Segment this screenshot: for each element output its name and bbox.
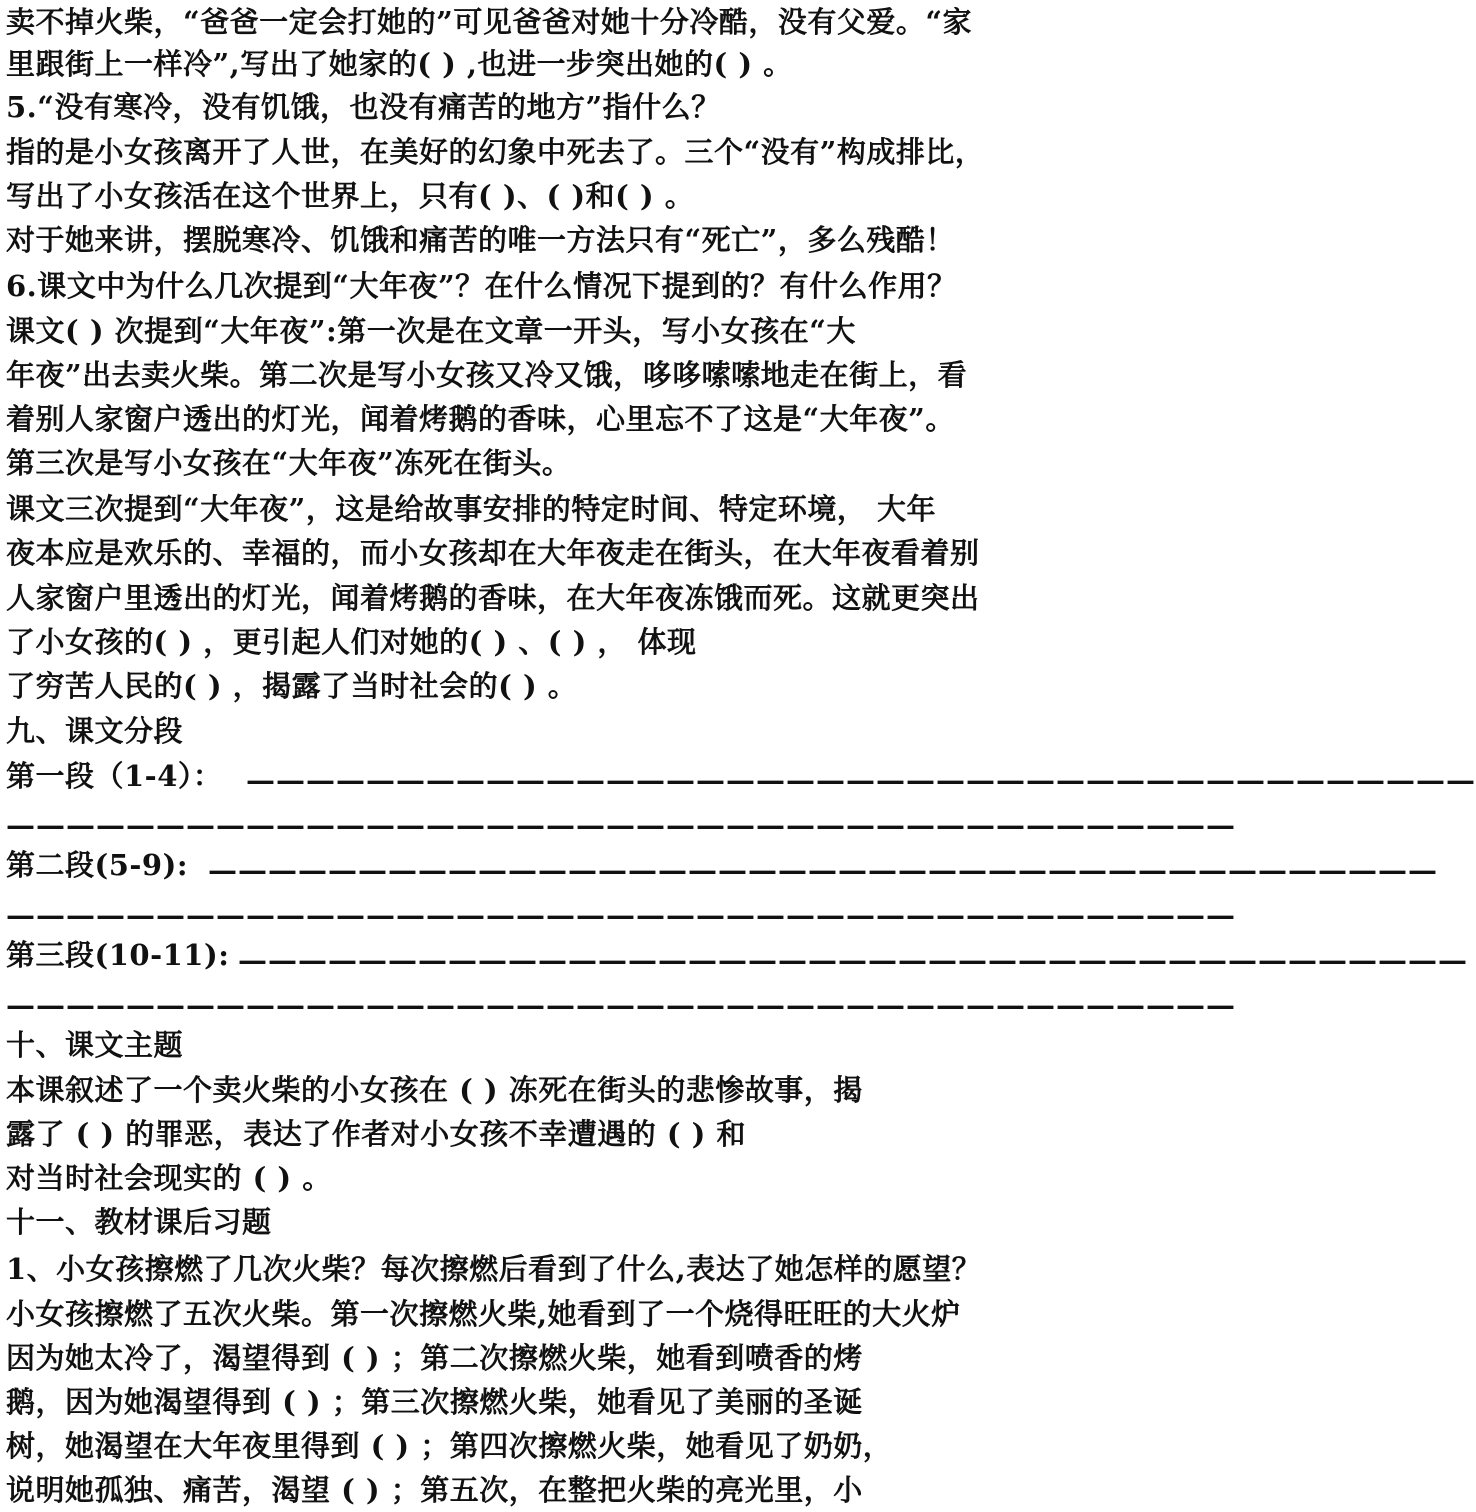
text-line: 露了 ( ) 的罪恶，表达了作者对小女孩不幸遭遇的 ( ) 和 — [6, 1117, 746, 1151]
text-line: 里跟街上一样冷”,写出了她家的( ) ,也进一步突出她的( ) 。 — [6, 47, 793, 81]
question-6: 6.课文中为什么几次提到“大年夜”？在什么情况下提到的？有什么作用？ — [6, 269, 957, 303]
text-line: 年夜”出去卖火柴。第二次是写小女孩又冷又饿，哆哆嗦嗦地走在街上，看 — [6, 358, 968, 392]
exercise-1-question: 1、小女孩擦燃了几次火柴？每次擦燃后看到了什么,表达了她怎样的愿望？ — [6, 1252, 982, 1286]
text-line: 因为她太冷了，渴望得到 ( ) ；第二次擦燃火柴，她看到喷香的烤 — [6, 1341, 863, 1375]
section-11-heading: 十一、教材课后习题 — [6, 1205, 272, 1239]
paragraph-3-answer-line[interactable]: ————————————————————————————————————————— — [238, 943, 1468, 977]
text-line: 了穷苦人民的( ) ，揭露了当时社会的( ) 。 — [6, 669, 578, 703]
paragraph-2-answer-line[interactable]: ————————————————————————————————————————— — [208, 853, 1438, 887]
paragraph-1-answer-line-2[interactable]: ————————————————————————————————————————— — [6, 808, 1236, 842]
text-line: 指的是小女孩离开了人世，在美好的幻象中死去了。三个“没有”构成排比， — [6, 135, 985, 169]
text-line: 对于她来讲，摆脱寒冷、饥饿和痛苦的唯一方法只有“死亡”，多么残酷！ — [6, 223, 955, 257]
text-line: 夜本应是欢乐的、幸福的，而小女孩却在大年夜走在街头，在大年夜看着别 — [6, 536, 980, 570]
text-line: 树，她渴望在大年夜里得到 ( ) ；第四次擦燃火柴，她看见了奶奶， — [6, 1429, 893, 1463]
text-line: 人家窗户里透出的灯光，闻着烤鹅的香味，在大年夜冻饿而死。这就更突出 — [6, 581, 980, 615]
text-line: 写出了小女孩活在这个世界上，只有( )、( )和( ) 。 — [6, 179, 695, 213]
text-line: 第三次是写小女孩在“大年夜”冻死在街头。 — [6, 446, 572, 480]
paragraph-2-answer-line-2[interactable]: ————————————————————————————————————————— — [6, 898, 1236, 932]
paragraph-3-answer-line-2[interactable]: ————————————————————————————————————————— — [6, 988, 1236, 1022]
text-line: 了小女孩的( ) ，更引起人们对她的( ) 、( ) ， 体现 — [6, 625, 697, 659]
text-line: 对当时社会现实的 ( ) 。 — [6, 1161, 332, 1195]
text-line: 着别人家窗户透出的灯光，闻着烤鹅的香味，心里忘不了这是“大年夜”。 — [6, 402, 955, 436]
text-line: 鹅，因为她渴望得到 ( ) ；第三次擦燃火柴，她看见了美丽的圣诞 — [6, 1385, 863, 1419]
text-line: 小女孩擦燃了五次火柴。第一次擦燃火柴,她看到了一个烧得旺旺的大火炉 — [6, 1297, 961, 1331]
paragraph-3-label: 第三段(10-11): — [6, 938, 230, 972]
text-line: 说明她孤独、痛苦，渴望 ( ) ；第五次，在整把火柴的亮光里，小 — [6, 1473, 863, 1507]
text-line: 本课叙述了一个卖火柴的小女孩在 ( ) 冻死在街头的悲惨故事，揭 — [6, 1073, 863, 1107]
paragraph-1-answer-line[interactable]: ————————————————————————————————————————— — [246, 763, 1476, 797]
paragraph-1-label: 第一段（1-4）： — [6, 759, 223, 793]
text-line: 卖不掉火柴，“爸爸一定会打她的”可见爸爸对她十分冷酷，没有父爱。“家 — [6, 5, 973, 39]
section-10-heading: 十、课文主题 — [6, 1028, 184, 1062]
text-line: 课文( ) 次提到“大年夜”:第一次是在文章一开头，写小女孩在“大 — [6, 314, 856, 348]
paragraph-2-label: 第二段(5-9): — [6, 848, 189, 882]
text-line: 课文三次提到“大年夜”，这是给故事安排的特定时间、特定环境， 大年 — [6, 492, 936, 526]
section-9-heading: 九、课文分段 — [6, 714, 184, 748]
question-5: 5.“没有寒冷，没有饥饿，也没有痛苦的地方”指什么？ — [6, 90, 721, 124]
